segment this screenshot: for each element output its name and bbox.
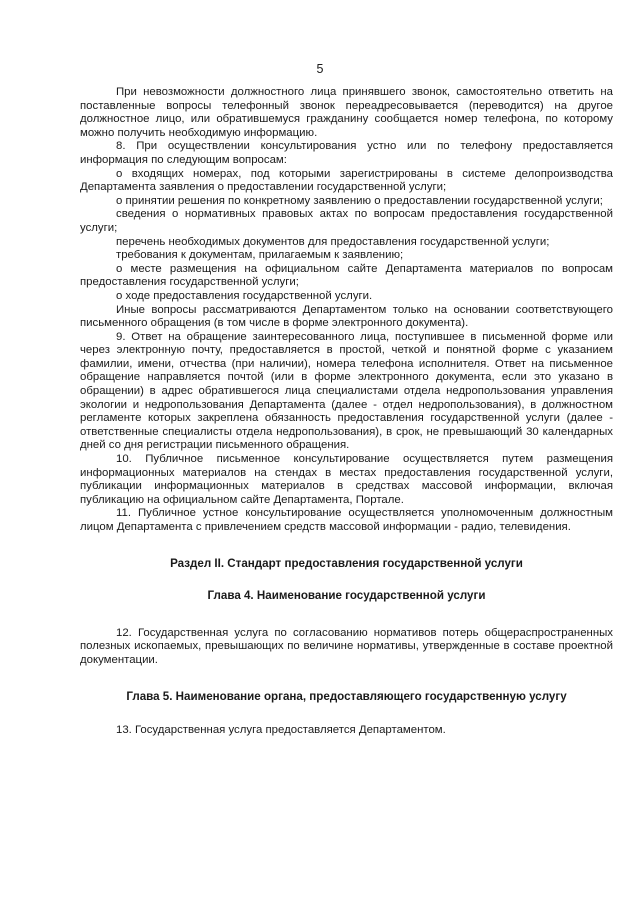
section-heading: Раздел II. Стандарт предоставления государственной услуги	[170, 556, 523, 570]
list-item-decision: о принятии решения по конкретному заявлению о предоставлении государственной услуги;	[116, 194, 603, 207]
list-item-document-requirements: требования к документам, прилагаемым к заявлению;	[116, 249, 404, 262]
document-body	[80, 86, 613, 738]
paragraph-other-questions: Иные вопросы рассматриваются Департаментом только на основании соответствующего письменного обращения (в том числе в форме электронного документа).	[80, 303, 613, 330]
chapter-5-heading: Глава 5. Наименование органа, предоставляющего государственную услугу	[126, 690, 567, 704]
list-item-progress: о ходе предоставления государственной услуги.	[116, 289, 373, 302]
paragraph-10: 10. Публичное письменное консультирование осуществляется путем размещения информационных материалов на стендах в местах предоставления государственной услуги, публикации информационных материалов в средствах массовой информации, включая публикацию на официальном сайте Департамента, Портале.	[80, 453, 613, 506]
paragraph-13: 13. Государственная услуга предоставляется Департаментом.	[116, 724, 446, 737]
paragraph-redirect-call: При невозможности должностного лица принявшего звонок, самостоятельно ответить на поставленные вопросы телефонный звонок переадресовывается (переводится) на другое должностное лицо, или обратившемуся гражданину сообщается номер телефона, по которому можно получить необходимую информацию.	[80, 86, 613, 139]
paragraph-8: 8. При осуществлении консультирования устно или по телефону предоставляется информация по следующим вопросам:	[80, 140, 613, 166]
paragraph-12: 12. Государственная услуга по согласованию нормативов потерь общераспространенных полезных ископаемых, превышающих по величине нормативы, утвержденные в составе проектной документации.	[80, 626, 613, 666]
list-item-incoming-numbers: о входящих номерах, под которыми зарегистрированы в системе делопроизводства Департамента заявления о предоставлении государственной услуги;	[80, 167, 613, 194]
list-item-legal-acts: сведения о нормативных правовых актах по вопросам предоставления государственной услуги;	[80, 208, 613, 234]
page-number: 5	[316, 62, 324, 76]
list-item-website-materials: о месте размещения на официальном сайте Департамента материалов по вопросам предоставления государственной услуги;	[80, 262, 613, 289]
list-item-documents-list: перечень необходимых документов для предоставления государственной услуги;	[116, 235, 550, 248]
chapter-4-heading: Глава 4. Наименование государственной услуги	[207, 588, 486, 602]
paragraph-11: 11. Публичное устное консультирование осуществляется уполномоченным должностным лицом Департамента с привлечением средств массовой информации - радио, телевидения.	[80, 507, 613, 533]
paragraph-9: 9. Ответ на обращение заинтересованного лица, поступившее в письменной форме или через электронную почту, предоставляется в простой, четкой и понятной форме с указанием фамилии, имени, отчества (при наличии), номера телефона исполнителя. Ответ на письменное обращение направляется почтой (или в форме электронного документа, если это указано в обращении) в адрес обратившегося лица специалистами отдела недропользования управления экологии и недропользования Департамента (далее - отдел недропользования), в должностном регламенте которых закреплена обязанность предоставления государственной услуги (далее - ответственные специалисты отдела недропользования), в срок, не превышающий 30 календарных дней со дня регистрации письменного обращения.	[80, 330, 613, 452]
